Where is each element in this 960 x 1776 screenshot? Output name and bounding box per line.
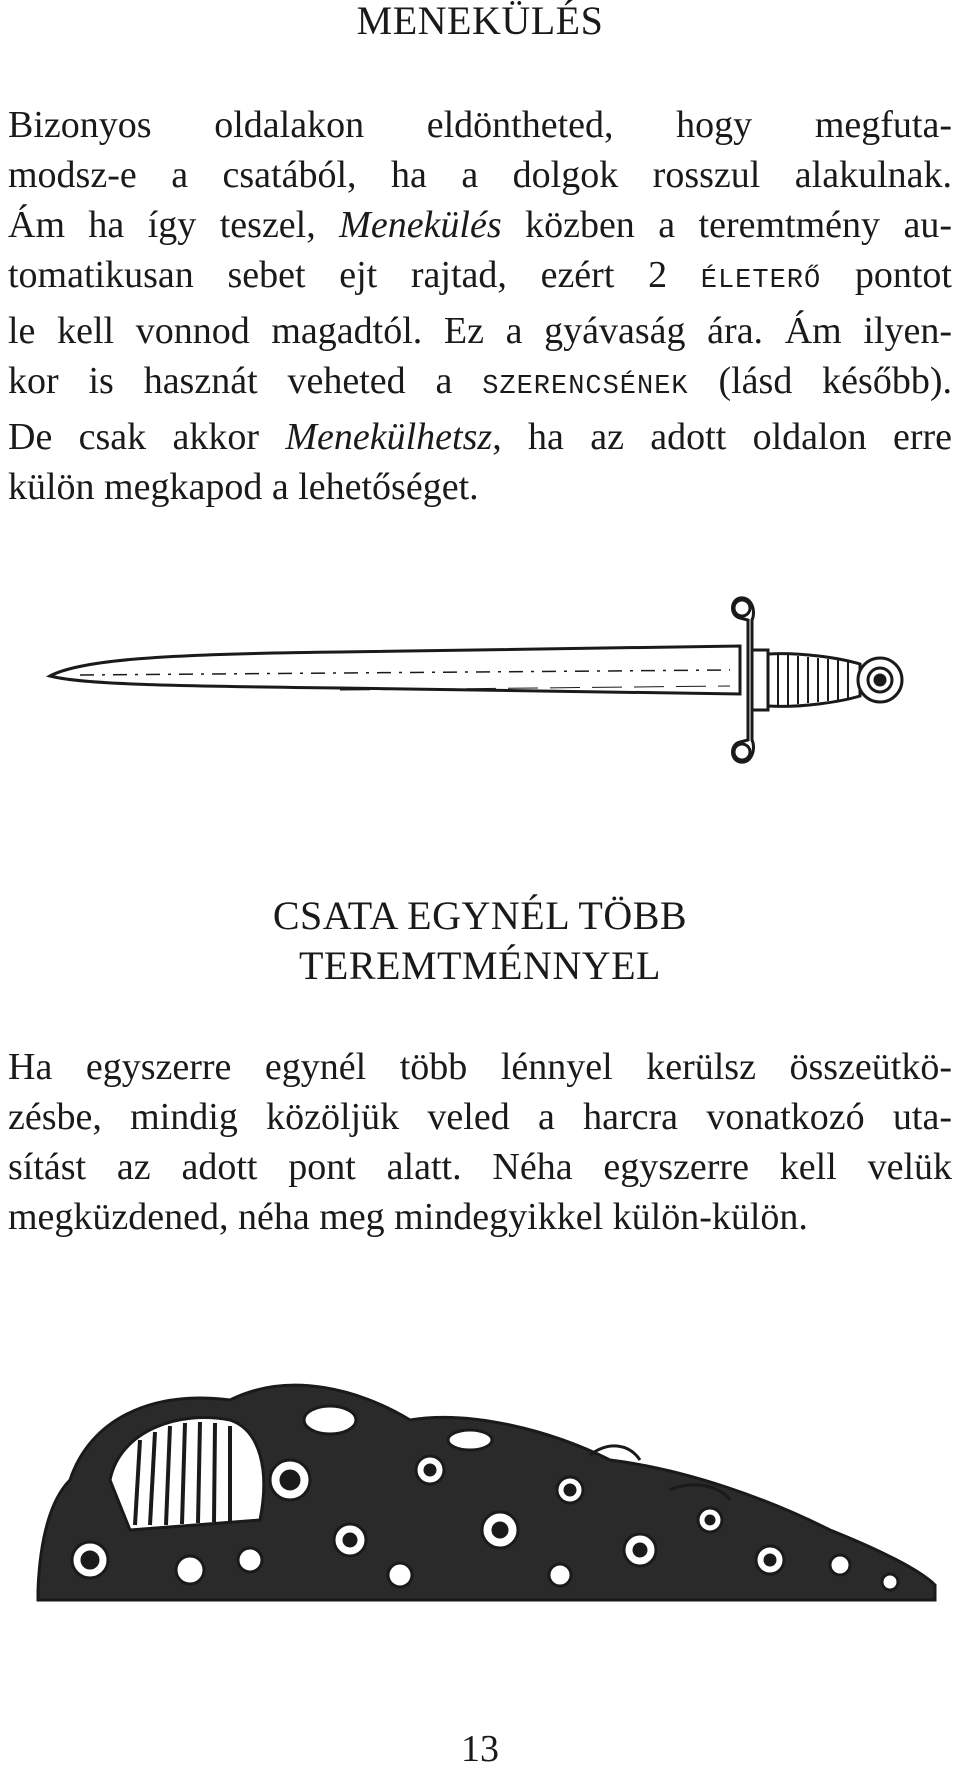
- page-number: 13: [461, 1728, 499, 1770]
- text-line: Bizonyos oldalakon eldöntheted, hogy megfuta-: [8, 104, 952, 146]
- text-line: zésbe, mindig közöljük veled a harcra vonatkozó uta-: [8, 1096, 952, 1138]
- term-szerencse: SZERENCSÉNEK: [482, 372, 689, 402]
- text-line: Ám ha így teszel, Menekülés közben a teremtmény au-: [8, 204, 952, 246]
- text-line: megküzdened, néha meg mindegyikkel külön-külön.: [8, 1196, 808, 1238]
- treasure-pile-illustration: [30, 1360, 940, 1620]
- paragraph-csata: [8, 1042, 952, 1242]
- text-line: modsz-e a csatából, ha a dolgok rosszul alakulnak.: [8, 154, 952, 196]
- text-line: Ha egyszerre egynél több lénnyel kerülsz összeütkö-: [8, 1046, 952, 1088]
- text-line: külön megkapod a lehetőséget.: [8, 466, 479, 508]
- section-title-csata: CSATA EGYNÉL TÖBB TEREMTMÉNNYEL: [272, 893, 688, 988]
- text-line: kor is hasznát veheted a SZERENCSÉNEK (lásd később).: [8, 360, 952, 402]
- term-menekulhetsz: Menekülhetsz: [285, 416, 493, 458]
- text-line: De csak akkor Menekülhetsz, ha az adott oldalon erre: [8, 416, 952, 458]
- term-eletero: ÉLETERŐ: [700, 266, 822, 296]
- section-title-menekules: MENEKÜLÉS: [356, 0, 604, 43]
- sword-illustration: [40, 580, 920, 780]
- text-line: sítást az adott pont alatt. Néha egyszerre kell velük: [8, 1146, 952, 1188]
- text-line: le kell vonnod magadtól. Ez a gyávaság ára. Ám ilyen-: [8, 310, 952, 352]
- term-menekules: Menekülés: [339, 204, 502, 246]
- text-line: tomatikusan sebet ejt rajtad, ezért 2 ÉLETERŐ pontot: [8, 254, 952, 296]
- paragraph-menekules: [8, 100, 952, 512]
